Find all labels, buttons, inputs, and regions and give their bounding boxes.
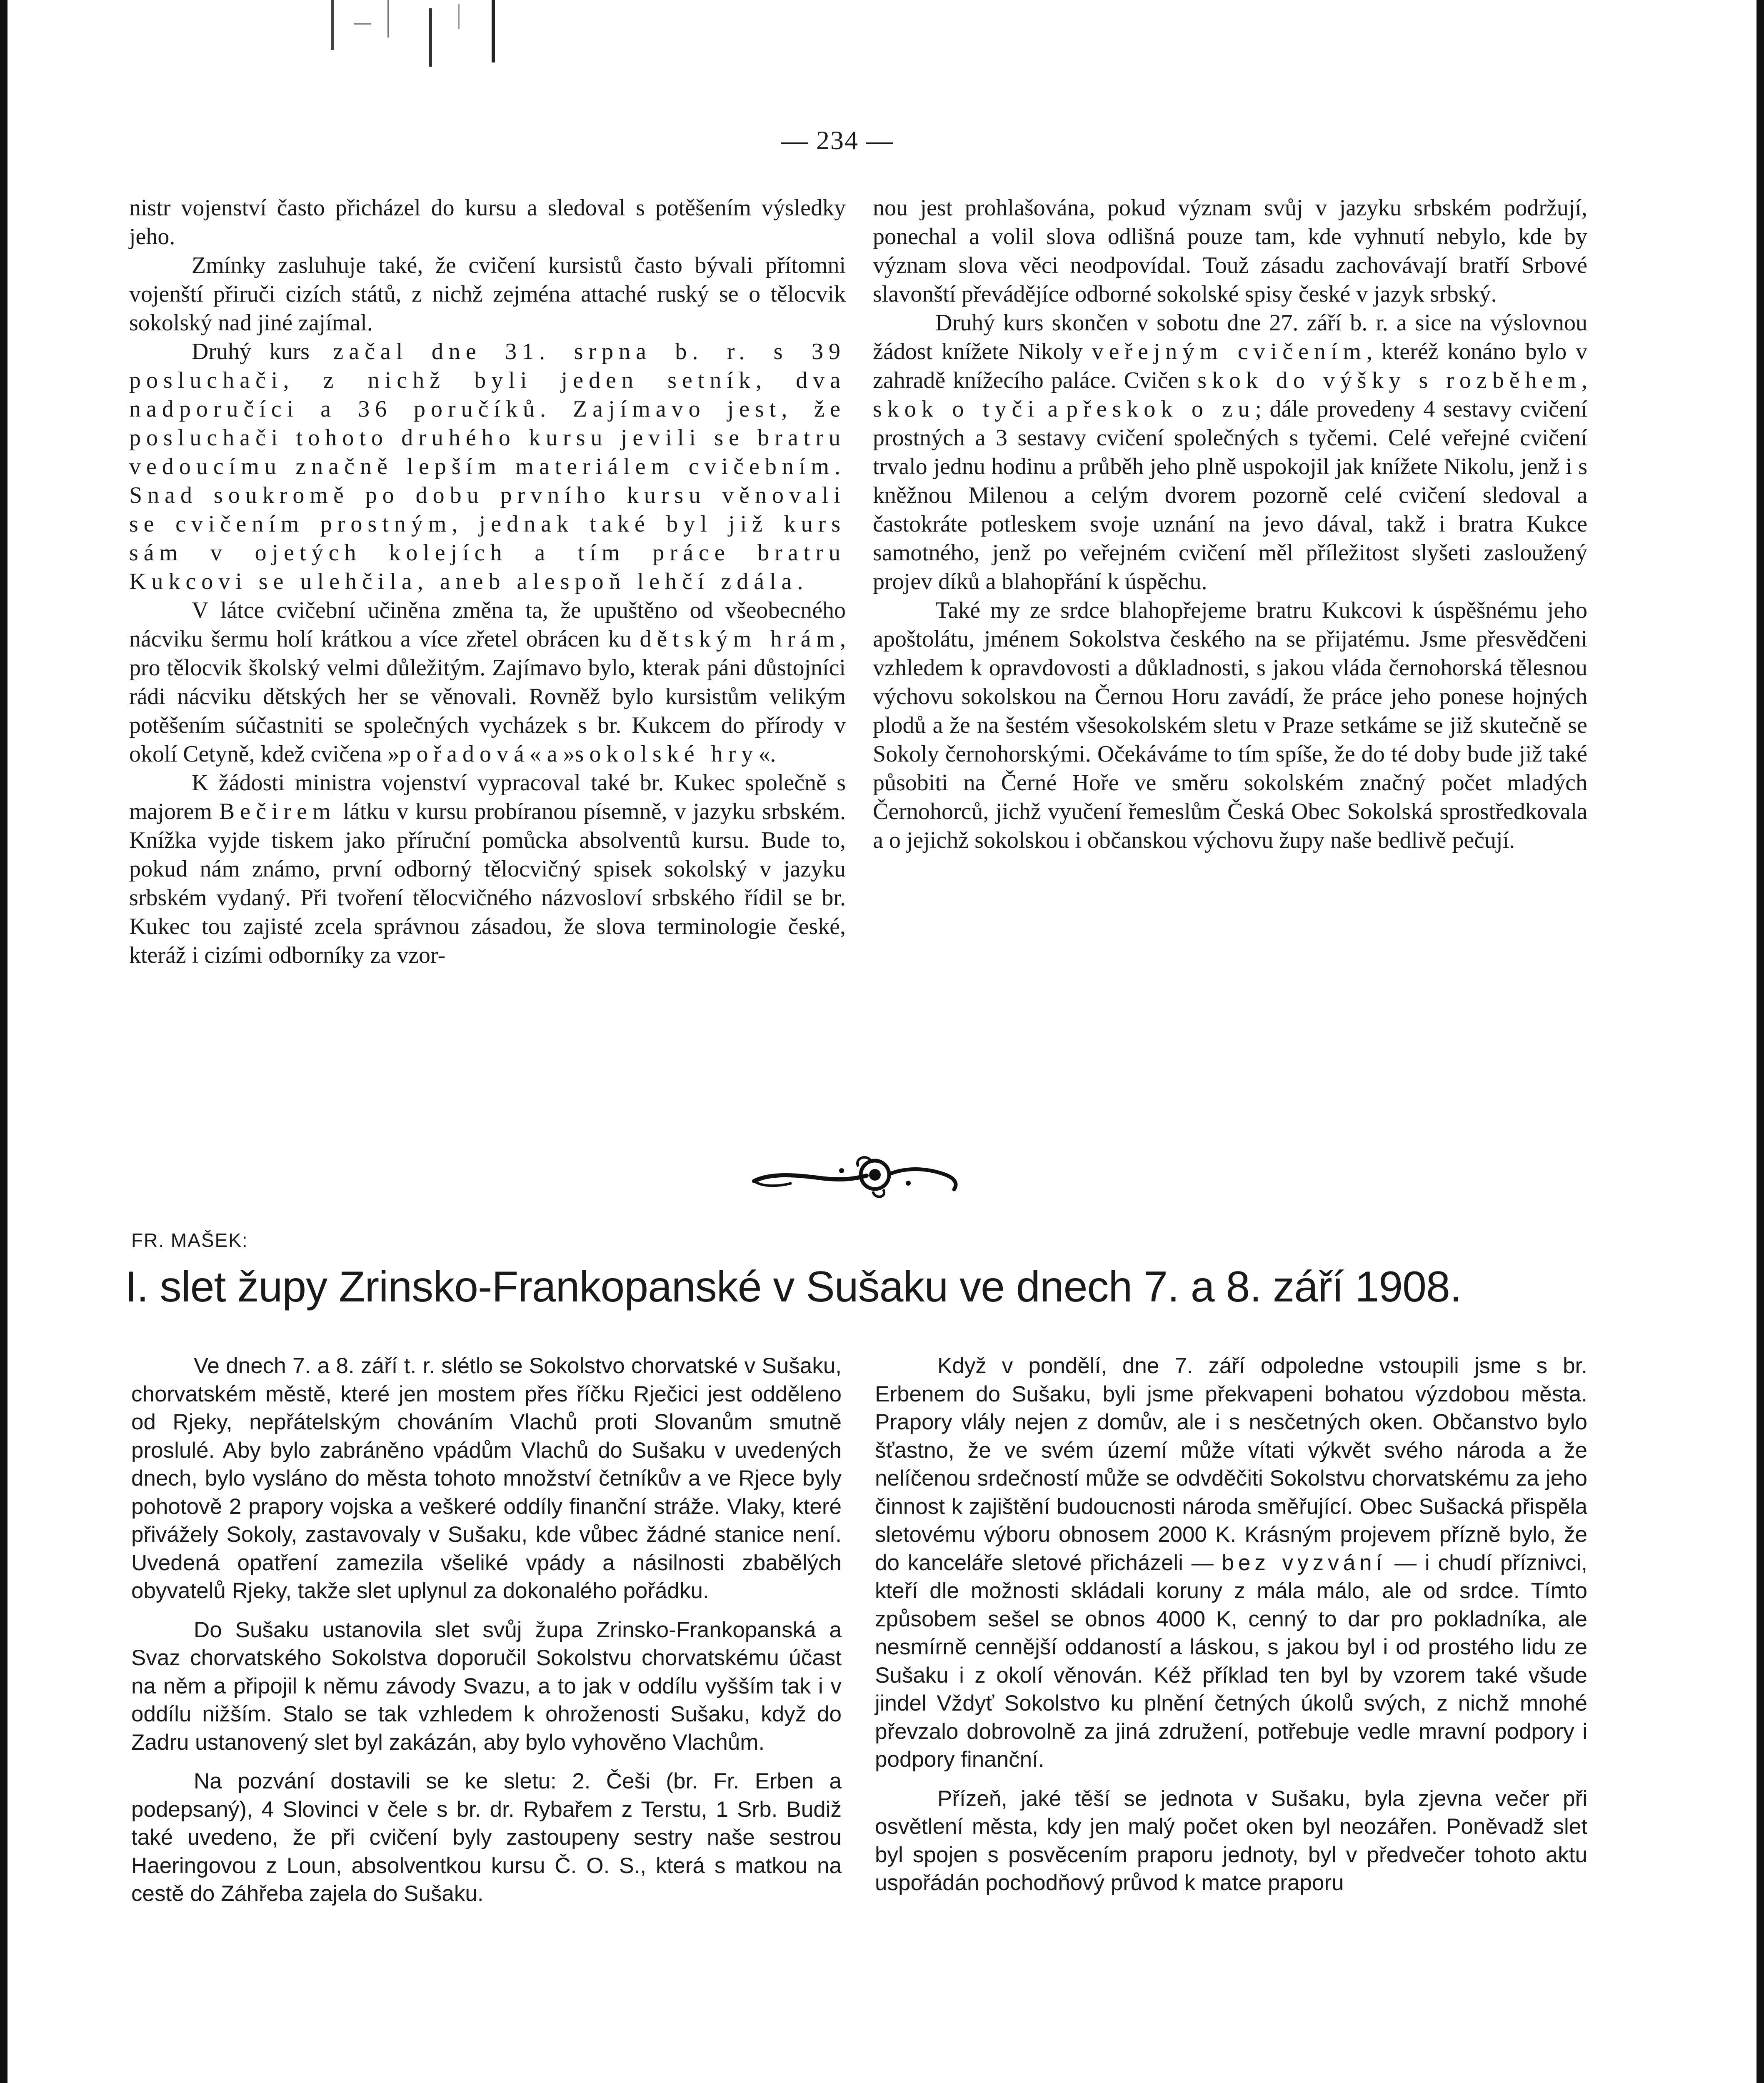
paragraph-text: Když v pondělí, dne 7. září odpoledne vstoupili jsme s br. Erbenem do Sušaku, byli jsme překvapeni bohatou výzdobou města. Prapory vlály nejen z domův, ale i s nesčetných oken. Občanstvo bylo šťastno, že ve svém území může vítati výkvět svého národa a že nelíčenou srdečností může se odvděčiti Sokolstvu chorvatskému za jeho činnost k zajištění budoucnosti národa směřující. Obec Sušacká přispěla sletovému výboru obnosem 2000 K. Krásným projevem přízně bylo, že do kanceláře sletové přicházeli —	[875, 1354, 1587, 1575]
paragraph	[131, 1767, 842, 1908]
paragraph-text: K žádosti ministra vojenství vypracoval také br. Kukec společně s majorem	[129, 770, 846, 824]
paragraph	[873, 194, 1587, 309]
article-author: FR. MAŠEK:	[131, 1229, 248, 1251]
paragraph	[129, 251, 846, 337]
paragraph-text: ; dále provedeny 4 sestavy cvičení prostných a 3 sestavy cvičení společných s tyčemi. Celé veřejné cvičení trvalo jednu hodinu a průběh jeho plně uspokojil jak knížete Nikolu, jenž i s kněžnou Milenou a celým dvorem pozorně celé cvičení sledoval a častokráte potleskem svoje uznání na jevo dával, takž i bratra Kukce samotného, jenž po veřejném cvičení měl příležitost slyšeti zasloužený projev díků a blahopřání k úspěchu.	[873, 396, 1588, 594]
emphasized-text: skok do výšky s rozběhem	[1197, 367, 1582, 393]
paragraph	[129, 194, 846, 251]
top-left-column	[129, 194, 846, 970]
article-right-column	[875, 1352, 1587, 1908]
paragraph-text: V látce cvičební učiněna změna ta, že upuštěno od všeobecného nácviku šermu holí krátkou a více zřetel obrácen ku	[129, 597, 846, 652]
paragraph	[875, 1352, 1587, 1774]
paragraph-text: — i chudí příznivci, kteří dle možnosti skládali koruny z mála málo, ale od srdce. Tímto způsobem sešel se obnos 4000 K, cenný to dar pro pokladníka, ale nesmírně cennější oddaností a láskou, s jakou byl i od prostého lidu ze Sušaku i z okolí věnován. Kéž příklad ten byl by vzorem také všude jindel Vždyť Sokolstvo ku plnění četných úkolů svých, z nichž mnohé převzalo dobrovolně za jiná združení, potřebuje vedle mravní podpory i podpory finanční.	[875, 1550, 1587, 1772]
paragraph-text: « a »	[529, 741, 575, 767]
paragraph-text: Druhý kurs skončen v sobotu dne 27. září b. r. a sice na výslovnou žádost knížete Nikoly	[873, 310, 1587, 365]
paragraph-text: Na pozvání dostavili se ke sletu: 2. Češi (br. Fr. Erben a podepsaný), 4 Slovinci v čele s br. dr. Rybařem z Terstu, 1 Srb. Budiž také uvedeno, že při cvičení byly zastoupeny sestry naše sestrou Haeringovou z Loun, absolventkou kursu Č. O. S., která s matkou na cestě do Záhřeba zajela do Sušaku.	[131, 1769, 842, 1906]
paragraph	[875, 1785, 1587, 1897]
emphasized-text: skok o tyči	[873, 396, 1039, 422]
paragraph	[129, 769, 846, 970]
page-number: — 234 —	[781, 125, 894, 155]
paragraph-text: «.	[758, 741, 776, 767]
emphasized-text: veřejným cvičením	[1092, 339, 1367, 365]
paragraph-text: , kteréž konáno bylo v zahradě knížecího paláce. Cvičen	[873, 339, 1588, 393]
emphasized-text: pořadová	[399, 741, 530, 767]
paragraph	[873, 596, 1587, 855]
paragraph-text: Zmínky zasluhuje také, že cvičení kursistů často bývali přítomni vojenští přiruči cizích států, z nichž zejména attaché ruský se o tělocvik sokolský nad jiné zajímal.	[129, 252, 846, 336]
paragraph-text: ,	[1582, 367, 1588, 393]
paragraph-text: , pro tělocvik školský velmi důležitým. Zajímavo bylo, kterak páni důstojníci rádi nácviku dětských her se věnovali. Rovněž bylo kursistům velikým potěšením súčastniti se společných vycházek s br. Kukcem do přírody v okolí Cetyně, kdež cvičena »	[129, 626, 846, 767]
emphasized-text: dětským hrám	[640, 626, 840, 652]
paragraph-text: a	[1039, 396, 1066, 422]
paragraph-text: Do Sušaku ustanovila slet svůj župa Zrinsko-Frankopanská a Svaz chorvatského Sokolstva doporučil Sokolstvu chorvatskému účast na něm a připojil k němu závody Svazu, a to jak v oddílu vyšším tak i v oddílu nižším. Stalo se tak vzhledem k ohroženosti Sušaku, když do Zadru ustanovený slet byl zakázán, aby bylo vyhověno Vlachům.	[131, 1617, 842, 1755]
paragraph-text: nistr vojenství často přicházel do kursu a sledoval s potěšením výsledky jeho.	[129, 195, 846, 250]
paragraph	[129, 337, 846, 596]
paragraph	[129, 596, 846, 769]
decorative-ornament-icon	[746, 1150, 975, 1204]
paragraph-text: Ve dnech 7. a 8. září t. r. slétlo se Sokolstvo chorvatské v Sušaku, chorvatském městě, které jen mostem přes říčku Rječici jest odděleno od Rjeky, nepřátelským chováním Vlachů proti Slovanům smutně proslulé. Aby bylo zabráněno vpádům Vlachů do Sušaku v uvedených dnech, bylo vysláno do města tohoto množství četníkův a ve Rjece byly pohotově 2 prapory vojska a veškeré oddíly finanční stráže. Vlaky, které přivážely Sokoly, zastavovaly v Sušaku, kde vůbec žádné stanice není. Uvedená opatření zamezila všeliké vpády a násilnosti zbabělých obyvatelů Rjeky, takže slet uplynul za dokonalého pořádku.	[131, 1354, 842, 1603]
paragraph-text: nou jest prohlašována, pokud význam svůj v jazyku srbském podržují, ponechal a volil slova odlišná pouze tam, kde vyhnutí nebylo, kde by význam slova věci neodpovídal. Touž zásadu zachovávají bratří Srbové slavonští převádějíce odborné sokolské spisy české v jazyk srbský.	[873, 195, 1587, 307]
paragraph-text: Přízeň, jaké těší se jednota v Sušaku, byla zjevna večer při osvětlení města, kdy jen malý počet oken byl neozářen. Poněvadž slet byl spojen s posvěcením praporu jednoty, byl v předvečer tohoto aktu uspořádán pochodňový průvod k matce praporu	[875, 1786, 1587, 1895]
emphasized-text: Bečirem	[219, 799, 336, 824]
paragraph	[131, 1616, 842, 1757]
paragraph-text: Druhý kurs	[192, 339, 310, 365]
emphasized-text: bez vyzvání	[1222, 1550, 1387, 1575]
article-title: I. slet župy Zrinsko-Frankopanské v Sušaku ve dnech 7. a 8. září 1908.	[125, 1263, 1462, 1311]
paragraph-text: Také my ze srdce blahopřejeme bratru Kukcovi k úspěšnému jeho apoštolátu, jménem Sokolstva českého na se přijatému. Jsme přesvědčeni vzhledem k opravdovosti a důkladnosti, s jakou vláda černohorská tělesnou výchovu sokolskou na Černou Horu zavádí, že práce jeho ponese hojných plodů a že na šestém všesokolském sletu v Praze setkáme se již skutečně se Sokoly černohorskými. Očekáváme to tím spíše, že do té doby bude již také působiti na Černé Hoře ve směru sokolském značný počet mladých Černohorců, jichž vyučení řemeslům Česká Obec Sokolská sprostředkovala a o jejichž sokolskou i občanskou výchovu župy naše bedlivě pečují.	[873, 597, 1587, 853]
paragraph	[873, 309, 1587, 596]
paragraph-text: látku v kursu probíranou písemně, v jazyku srbském. Knížka vyjde tiskem jako příruční pomůcka absolventů kursu. Bude to, pokud nám známo, první odborný tělocvičný spisek sokolský v jazyku srbském vydaný. Při tvoření tělocvičného názvosloví srbského řídil se br. Kukec tou zajisté zcela správnou zásadou, že slova terminologie české, kteráž i cizími odborníky za vzor-	[129, 799, 846, 968]
paragraph	[131, 1352, 842, 1605]
emphasized-text: začal dne 31. srpna b. r. s 39 posluchači, z nichž byli jeden setník, dva nadporučíci a 36 poručíků. Zajímavo jest, že posluchači tohoto druhého kursu jevili se bratru vedoucímu značně lepším materiálem cvičebním. Snad soukromě po dobu prvního kursu věnovali se cvičením prostným, jednak také byl již kurs sám v ojetých kolejích a tím práce bratru Kukcovi se ulehčila, aneb alespoň lehčí zdála.	[129, 339, 846, 594]
article-left-column	[131, 1352, 842, 1919]
emphasized-text: sokolské hry	[575, 741, 759, 767]
emphasized-text: přeskok o zu	[1066, 396, 1255, 422]
top-right-column	[873, 194, 1587, 855]
